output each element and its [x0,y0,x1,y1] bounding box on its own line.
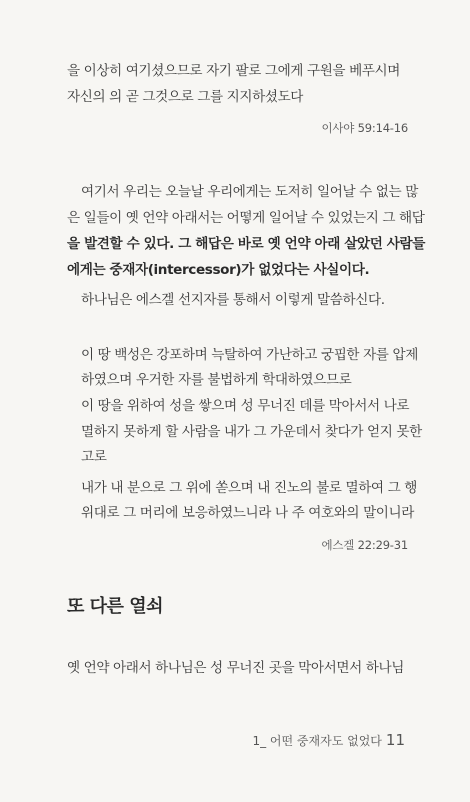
page-number: 11 [385,731,405,749]
page-footer [252,731,405,749]
body-line: 옛 언약 아래서 하나님은 성 무너진 곳을 막아서면서 하나님 [67,660,404,676]
quote-line: 자신의 의 곧 그것으로 그를 지지하셨도다 [67,89,304,105]
body-line: 은 일들이 옛 언약 아래서는 어떻게 일어날 수 있었는지 그 해답 [67,210,425,226]
quote-line: 이 땅 백성은 강포하며 늑탈하여 가난하고 궁핍한 자를 압제 [81,347,418,363]
quote-line: 하였으며 우거한 자를 불법하게 학대하였으므로 [81,372,352,388]
citation: 에스겔 22:29-31 [321,538,408,552]
quote-line: 을 이상히 여기셨으므로 자기 팔로 그에게 구원을 베푸시며 [67,63,401,79]
body-line-emphasis: 에게는 중재자(intercessor)가 없었다는 사실이다. [67,262,370,278]
running-chapter-title: 1_ 어떤 중재자도 없었다 [252,734,382,748]
section-heading: 또 다른 열쇠 [67,596,163,617]
body-line-emphasis: 을 발견할 수 있다. 그 해답은 바로 옛 언약 아래 살았던 사람들 [67,236,425,252]
body-line: 하나님은 에스겔 선지자를 통해서 이렇게 말씀하신다. [81,292,385,308]
quote-line: 내가 내 분으로 그 위에 쏟으며 내 진노의 불로 멸하여 그 행 [81,480,417,496]
citation: 이사야 59:14-16 [321,121,408,135]
quote-line: 위대로 그 머리에 보응하였느니라 나 주 여호와의 말이니라 [81,505,415,521]
body-line: 여기서 우리는 오늘날 우리에게는 도저히 일어날 수 없는 많 [81,184,418,200]
quote-line: 멸하지 못하게 할 사람을 내가 그 가운데서 찾다가 얻지 못한 [81,424,422,440]
quote-line: 이 땅을 위하여 성을 쌓으며 성 무너진 데를 막아서서 나로 [81,398,410,414]
quote-line: 고로 [81,449,107,465]
